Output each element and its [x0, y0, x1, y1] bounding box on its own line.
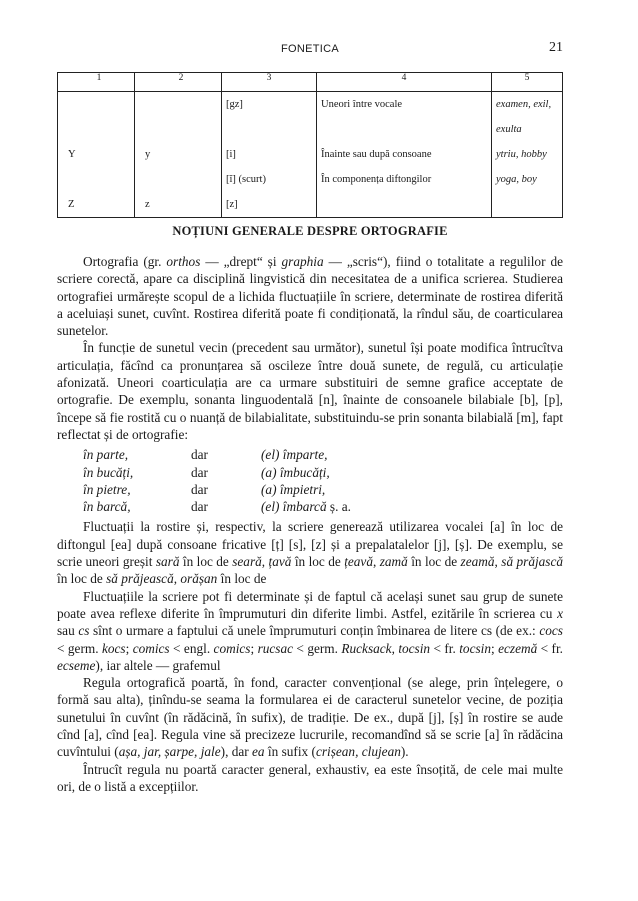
- page-number: 21: [549, 40, 563, 55]
- table-cell: [135, 167, 222, 192]
- col-header: 1: [58, 73, 135, 92]
- table-cell: Înainte sau după consoane: [317, 142, 492, 167]
- col-header: 4: [317, 73, 492, 92]
- table-row: [58, 192, 563, 218]
- table-cell: [317, 192, 492, 218]
- table-cell: Uneori între vocale: [317, 92, 492, 143]
- table-cell: [135, 92, 222, 143]
- table-cell: [z]: [222, 192, 317, 218]
- table-cell: yoga, boy: [492, 167, 563, 192]
- col-header: 5: [492, 73, 563, 92]
- running-header: [57, 0, 563, 55]
- table-cell: y: [135, 142, 222, 167]
- table-cell: ytriu, hobby: [492, 142, 563, 167]
- paragraph: Regula ortografică poartă, în fond, caracter convențional (se alege, prin înțelegere, o formă sau alta), ținîndu-se seama la formularea ei de caracterul sunetelor vecine, de poziția sunetului în cuvînt (în rădăcină, în sufix), de tradiție. De ex., după [j], [ș] în rostire se aude cînd [a], cînd [ea]. Regula vine să precizeze lucrurile, recomandînd să se scrie [a] în rădăcina cuvîntului (așa, jar, șarpe, jale), dar ea în sufix (crișean, clujean).: [57, 675, 563, 760]
- example-list: [83, 446, 563, 515]
- section-title: NOȚIUNI GENERALE DESPRE ORTOGRAFIE: [172, 224, 448, 238]
- list-item: în pietre, dar (a) împietri,: [83, 481, 326, 497]
- table-row: [58, 142, 563, 167]
- table-cell: [58, 92, 135, 143]
- paragraph: Fluctuații la rostire și, respectiv, la scriere generează utilizarea vocalei [a] în loc de diftongul [ea] după consoane fricative [ț] [s], [z] și a prepalatalelor [j], [ș]. De exemplu, se scrie uneori greșit sară în loc de seară, țavă în loc de țeavă, zamă în loc de zeamă, să prăjască în loc de să prăjească, orășan în loc de: [57, 519, 564, 587]
- paragraph: Fluctuațiile la scriere pot fi determinate și de faptul că același sunet sau grup de sunete poate avea reflexe diferite în împrumuturi din diferite limbi. Astfel, ezitările în scrierea cu x sau cs sînt o urmare a faptului că unele împrumuturi conțin îmbinarea de litere cs (de ex.: cocs < germ. kocs; comics < engl. comics; rucsac < germ. Rucksack, tocsin < fr. tocsin; eczemă < fr. ecseme), iar altele — grafemul: [57, 588, 563, 673]
- alphabet-table: [57, 72, 563, 218]
- running-title: FONETICA: [280, 43, 339, 55]
- list-item: în parte, dar (el) împarte,: [83, 447, 328, 463]
- page: [57, 0, 564, 794]
- table-cell: Z: [58, 192, 135, 218]
- body-text: [57, 253, 563, 795]
- table-cell: Y: [58, 142, 135, 167]
- col-header: 3: [222, 73, 317, 92]
- paragraph: Ortografia (gr. orthos — „drept“ și graphia — „scris“), fiind o totalitate a regulilor de scriere corectă, apare ca disciplină lingvistică din necesitatea de a unifica scrierea. Studierea ortografiei urmărește scopul de a lichida fluctuațiile în scriere, determinate de rostirea diferită a aceluiași sunet, cuvînt. Rostirea diferită poate fi condiționată, la rîndul său, de coarticularea sunetelor.: [57, 254, 563, 339]
- table-cell: În componența diftongilor: [317, 167, 492, 192]
- table-cell: [492, 192, 563, 218]
- paragraph: Întrucît regula nu poartă caracter general, exhaustiv, ea este însoțită, de cele mai multe ori, de o listă a excepțiilor.: [57, 761, 563, 794]
- table-cell: [58, 167, 135, 192]
- table-cell: [gz]: [222, 92, 317, 143]
- table-cell: [ĭ] (scurt): [222, 167, 317, 192]
- list-item: în bucăți, dar (a) îmbucăți,: [83, 464, 330, 480]
- table-cell: examen, exil, exulta: [492, 92, 563, 143]
- col-header: 2: [135, 73, 222, 92]
- table-cell: z: [135, 192, 222, 218]
- table-row: [58, 167, 563, 192]
- paragraph: În funcție de sunetul vecin (precedent sau următor), sunetul își poate modifica întrucîtva articulația, făcînd ca pronunțarea să oscileze între două sunete, de regulă, cu articulație afonizată. Uneori coarticulația are ca urmare substituiri de semne grafice acceptate de ortografie. De exemplu, sonanta linguodentală [n], înainte de consoanele bilabiale [b], [p], începe să fie rostită cu o nuanță de bilabialitate, substituindu-se prin sonanta bilabială [m], fapt reflectat și de ortografie:: [57, 340, 563, 442]
- table-row: [58, 92, 563, 143]
- table-cell: [i]: [222, 142, 317, 167]
- list-item: în barcă, dar (el) îmbarcă ș. a.: [83, 499, 351, 515]
- table-header-row: [58, 73, 563, 92]
